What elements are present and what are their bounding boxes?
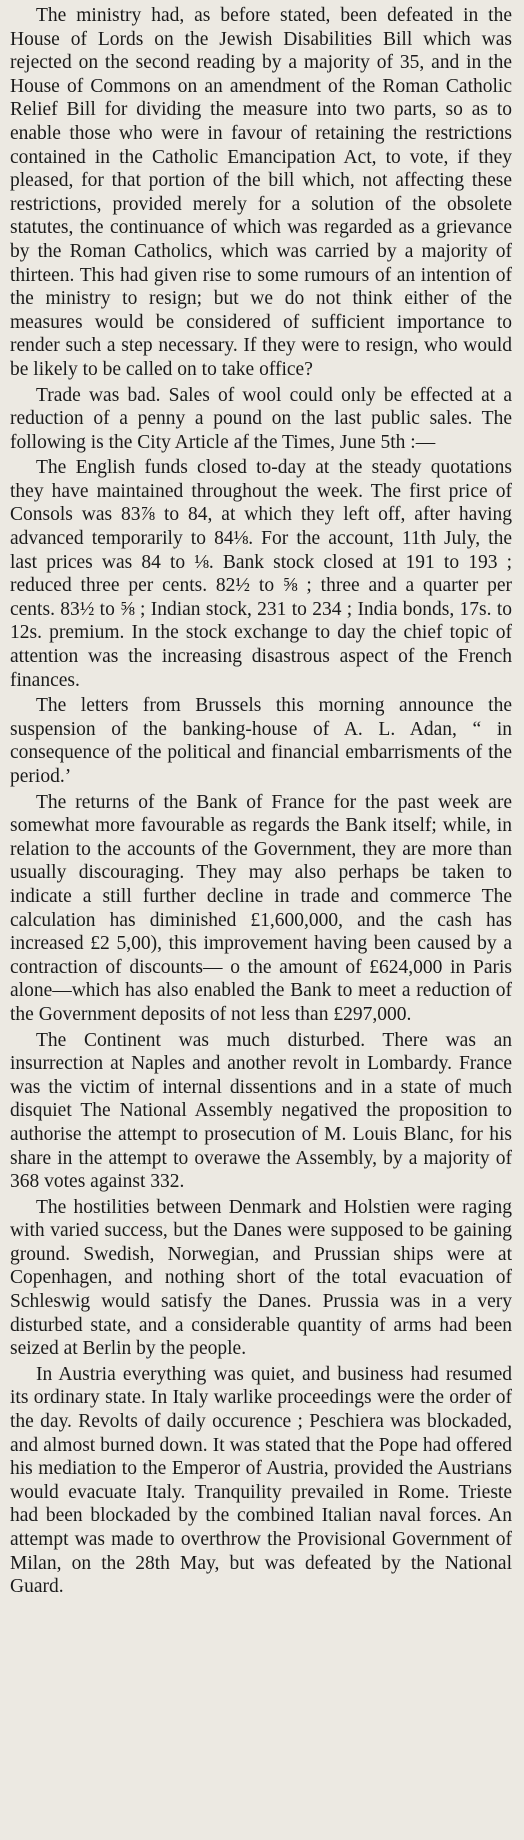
paragraph-ministry: The ministry had, as before stated, been defeated in the House of Lords on the Jewish Disabilities Bill which was rejected on the second reading by a majority of 35, and in the House of Commons on an amendment of the Roman Catholic Relief Bill for dividing the measure into two parts, so as to enable those who were in favour of retaining the restrictions contained in the Catholic Emancipation Act, to vote, if they pleased, for that portion of the bill which, not affecting these restrictions, provided merely for a solution of the obsolete statutes, the continuance of which was regarded as a grievance by the Roman Catholics, which was carried by a majority of thirteen. This had given rise to some rumours of an intention of the ministry to resign; but we do not think either of the measures would be considered of sufficient importance to render such a step necessary. If they were to resign, who would be likely to be called on to take office? — [10, 5, 512, 380]
paragraph-austria-italy: In Austria everything was quiet, and business had resumed its ordinary state. In Italy warlike proceedings were the order of the day. Revolts of daily occurence ; Peschiera was blockaded, and almost burned down. It was stated that the Pope had offered his mediation to the Emperor of Austria, provided the Austrians would evacuate Italy. Tranquility prevailed in Rome. Trieste had been blockaded by the combined Italian naval forces. An attempt was made to overthrow the Provisional Government of Milan, on the 28th May, but was defeated by the National Guard. — [10, 1363, 512, 1598]
article-body — [10, 4, 512, 1599]
paragraph-brussels: The letters from Brussels this morning announce the suspension of the banking-house of A. L. Adan, “ in consequence of the political and financial embarrisments of the period.’ — [10, 695, 512, 787]
paragraph-continent: The Continent was much disturbed. There was an insurrection at Naples and another revolt in Lombardy. France was the victim of internal dissentions and in a state of much disquiet The National Assembly negatived the proposition to authorise the attempt to prosecution of M. Louis Blanc, for his share in the attempt to overawe the Assembly, by a majority of 368 votes against 332. — [10, 1029, 512, 1193]
paragraph-english-funds: The English funds closed to-day at the steady quotations they have maintained throughout the week. The first price of Consols was 83⅞ to 84, at which they left off, after having advanced temporarily to 84⅛. For the account, 11th July, the last prices was 84 to ⅛. Bank stock closed at 191 to 193 ; reduced three per cents. 82½ to ⅝ ; three and a quarter per cents. 83½ to ⅝ ; Indian stock, 231 to 234 ; India bonds, 17s. to 12s. premium. In the stock exchange to day the chief topic of attention was the increasing disastrous aspect of the French finances. — [10, 457, 512, 691]
paragraph-bank-of-france: The returns of the Bank of France for the past week are somewhat more favourable as regards the Bank itself; while, in relation to the accounts of the Government, they are more than usually discouraging. They may also perhaps be taken to indicate a still further decline in trade and commerce The calculation has diminished £1,600,000, and the cash has increased £2 5,00), this improvement having been caused by a contraction of discounts— o the amount of £624,000 in Paris alone—which has also enabled the Bank to meet a reduction of the Government deposits of not less than £297,000. — [10, 791, 512, 1025]
paragraph-denmark-holstien: The hostilities between Denmark and Holstien were raging with varied success, but the Danes were supposed to be gaining ground. Swedish, Norwegian, and Prussian ships were at Copenhagen, and nothing short of the total evacuation of Schleswig would satisfy the Danes. Prussia was in a very disturbed state, and a considerable quantity of arms had been seized at Berlin by the people. — [10, 1196, 512, 1360]
paragraph-trade: Trade was bad. Sales of wool could only be effected at a reduction of a penny a pound on the last public sales. The following is the City Article af the Times, June 5th :— — [10, 384, 512, 453]
